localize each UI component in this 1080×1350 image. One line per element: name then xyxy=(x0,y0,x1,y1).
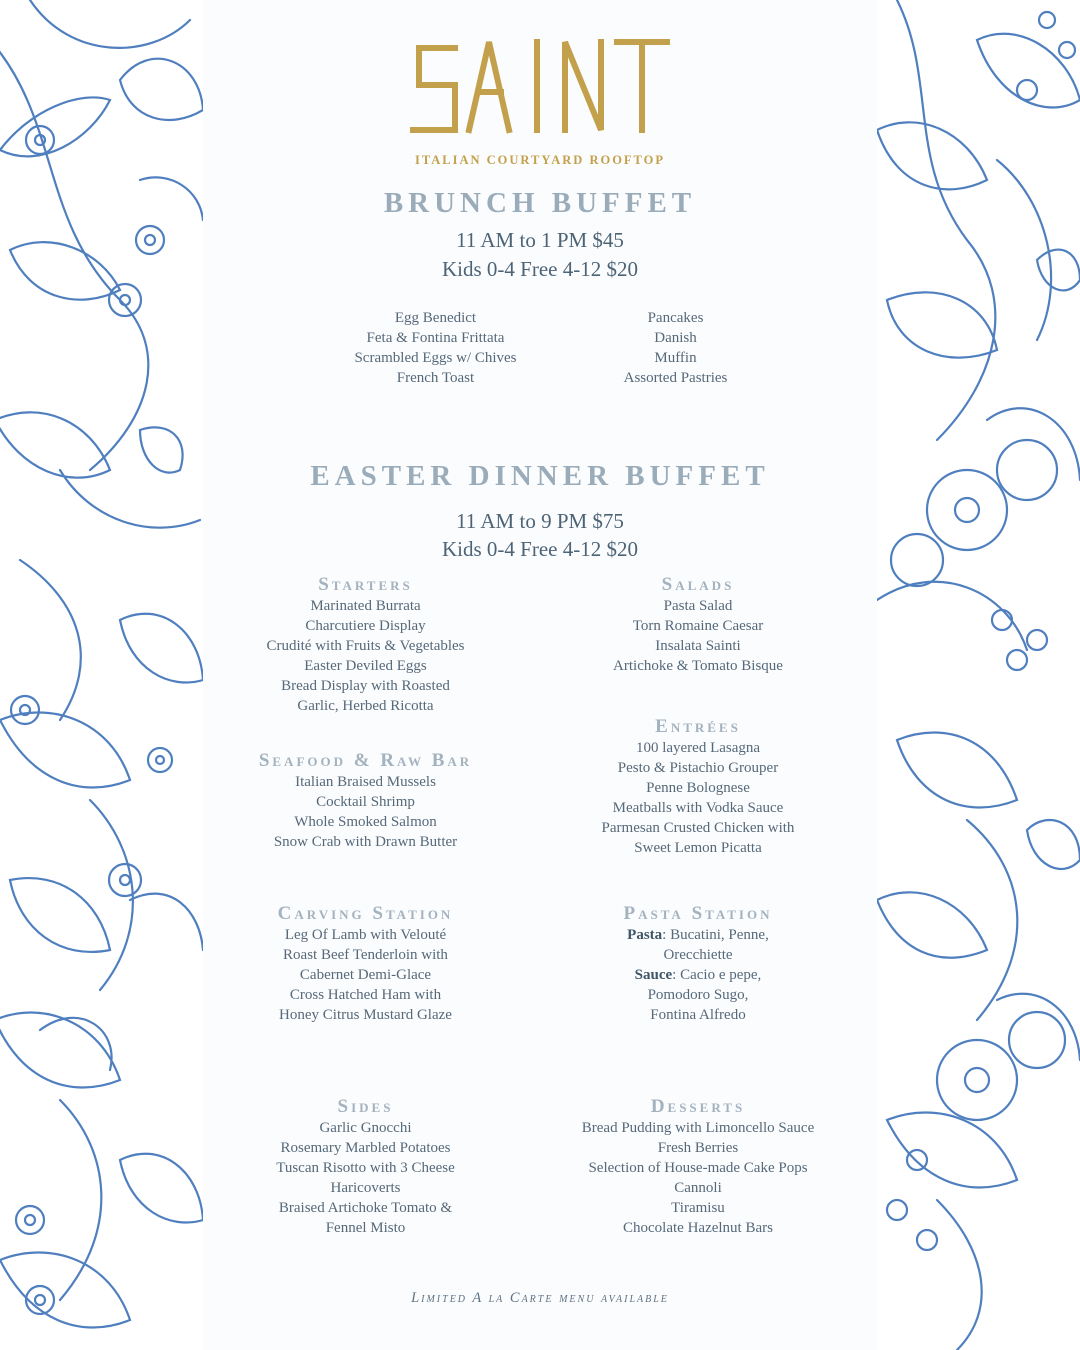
sauce-label: Sauce xyxy=(634,967,673,983)
list-item: Garlic, Herbed Ricotta xyxy=(297,698,434,714)
list-item: Egg Benedict xyxy=(394,310,477,326)
carving-section xyxy=(223,903,508,1025)
list-item: Whole Smoked Salmon xyxy=(294,814,437,830)
list-item: Honey Citrus Mustard Glaze xyxy=(279,1007,452,1023)
list-item: Tuscan Risotto with 3 Cheese xyxy=(276,1160,455,1176)
saint-logo xyxy=(203,30,877,140)
sauce-values: : Cacio e pepe, xyxy=(672,967,762,983)
sides-section xyxy=(223,1096,508,1238)
section-heading: Desserts xyxy=(650,1096,746,1117)
section-heading: Starters xyxy=(318,574,413,595)
list-item: Haricoverts xyxy=(330,1180,401,1196)
list-item: Charcutiere Display xyxy=(305,618,426,634)
list-item: Bread Display with Roasted xyxy=(281,678,450,694)
list-item: Parmesan Crusted Chicken with xyxy=(601,820,795,836)
tagline: ITALIAN COURTYARD ROOFTOP xyxy=(414,153,666,167)
list-item: Italian Braised Mussels xyxy=(295,774,436,790)
list-item: Feta & Fontina Frittata xyxy=(366,330,505,346)
list-item: Pasta Salad xyxy=(663,598,733,614)
list-item: Penne Bolognese xyxy=(646,780,750,796)
pasta-station-section xyxy=(558,903,838,1025)
list-item: Snow Crab with Drawn Butter xyxy=(273,834,458,850)
list-item xyxy=(558,965,838,985)
brunch-title: BRUNCH BUFFET xyxy=(383,187,697,219)
floral-pattern-right xyxy=(877,0,1080,1350)
pasta-label: Pasta xyxy=(627,927,663,943)
entrees-section xyxy=(558,716,838,858)
starters-section xyxy=(223,574,508,716)
list-item: Chocolate Hazelnut Bars xyxy=(623,1220,773,1236)
brunch-right-list xyxy=(558,308,793,388)
left-floral-border xyxy=(0,0,203,1350)
section-heading: Entrées xyxy=(655,716,741,737)
menu-panel xyxy=(203,0,877,1350)
brunch-time-price: 11 AM to 1 PM $45 xyxy=(456,228,624,252)
list-item: Insalata Sainti xyxy=(655,638,741,654)
list-item: Muffin xyxy=(654,350,697,366)
list-item: Pancakes xyxy=(647,310,704,326)
list-item: 100 layered Lasagna xyxy=(635,740,761,756)
list-item: Cabernet Demi-Glace xyxy=(299,967,432,983)
list-item: Cocktail Shrimp xyxy=(316,794,415,810)
list-item: French Toast xyxy=(396,370,475,386)
list-item: Danish xyxy=(654,330,697,346)
footer-note: Limited A la Carte menu available xyxy=(411,1290,669,1306)
section-heading: Seafood & Raw Bar xyxy=(258,750,473,771)
list-item: Marinated Burrata xyxy=(310,598,421,614)
section-heading: Salads xyxy=(661,574,735,595)
brunch-kids-price: Kids 0-4 Free 4-12 $20 xyxy=(442,257,638,281)
list-item: Torn Romaine Caesar xyxy=(632,618,764,634)
list-item: Orecchiette xyxy=(663,947,733,963)
desserts-section xyxy=(543,1096,853,1238)
list-item: Easter Deviled Eggs xyxy=(304,658,427,674)
list-item: Bread Pudding with Limoncello Sauce xyxy=(581,1120,815,1136)
list-item: Fontina Alfredo xyxy=(650,1007,746,1023)
list-item: Pomodoro Sugo, xyxy=(647,987,749,1003)
saint-wordmark-icon xyxy=(405,30,675,140)
list-item: Artichoke & Tomato Bisque xyxy=(613,658,783,674)
list-item: Leg Of Lamb with Velouté xyxy=(284,927,447,943)
list-item: Garlic Gnocchi xyxy=(319,1120,412,1136)
section-heading: Pasta Station xyxy=(623,903,773,924)
list-item: Pesto & Pistachio Grouper xyxy=(617,760,779,776)
list-item: Cannoli xyxy=(674,1180,722,1196)
list-item: Tiramisu xyxy=(671,1200,725,1216)
dinner-title: EASTER DINNER BUFFET xyxy=(310,460,770,492)
list-item: Selection of House-made Cake Pops xyxy=(588,1160,808,1176)
list-item: Fennel Misto xyxy=(325,1220,406,1236)
section-heading: Sides xyxy=(337,1096,394,1117)
brunch-left-list xyxy=(313,308,558,388)
list-item: Assorted Pastries xyxy=(623,370,728,386)
list-item: Cross Hatched Ham with xyxy=(289,987,442,1003)
list-item xyxy=(558,925,838,945)
section-heading: Carving Station xyxy=(277,903,454,924)
list-item: Roast Beef Tenderloin with xyxy=(283,947,448,963)
list-item: Crudité with Fruits & Vegetables xyxy=(266,638,465,654)
list-item: Sweet Lemon Picatta xyxy=(634,840,762,856)
salads-section xyxy=(558,574,838,676)
dinner-time-price: 11 AM to 9 PM $75 xyxy=(456,509,624,533)
right-floral-border xyxy=(877,0,1080,1350)
dinner-kids-price: Kids 0-4 Free 4-12 $20 xyxy=(442,537,638,561)
list-item: Braised Artichoke Tomato & xyxy=(278,1200,453,1216)
floral-pattern-left xyxy=(0,0,203,1350)
list-item: Fresh Berries xyxy=(657,1140,739,1156)
pasta-values: : Bucatini, Penne, xyxy=(662,927,769,943)
seafood-section xyxy=(223,750,508,852)
list-item: Rosemary Marbled Potatoes xyxy=(280,1140,451,1156)
list-item: Meatballs with Vodka Sauce xyxy=(612,800,784,816)
list-item: Scrambled Eggs w/ Chives xyxy=(354,350,517,366)
